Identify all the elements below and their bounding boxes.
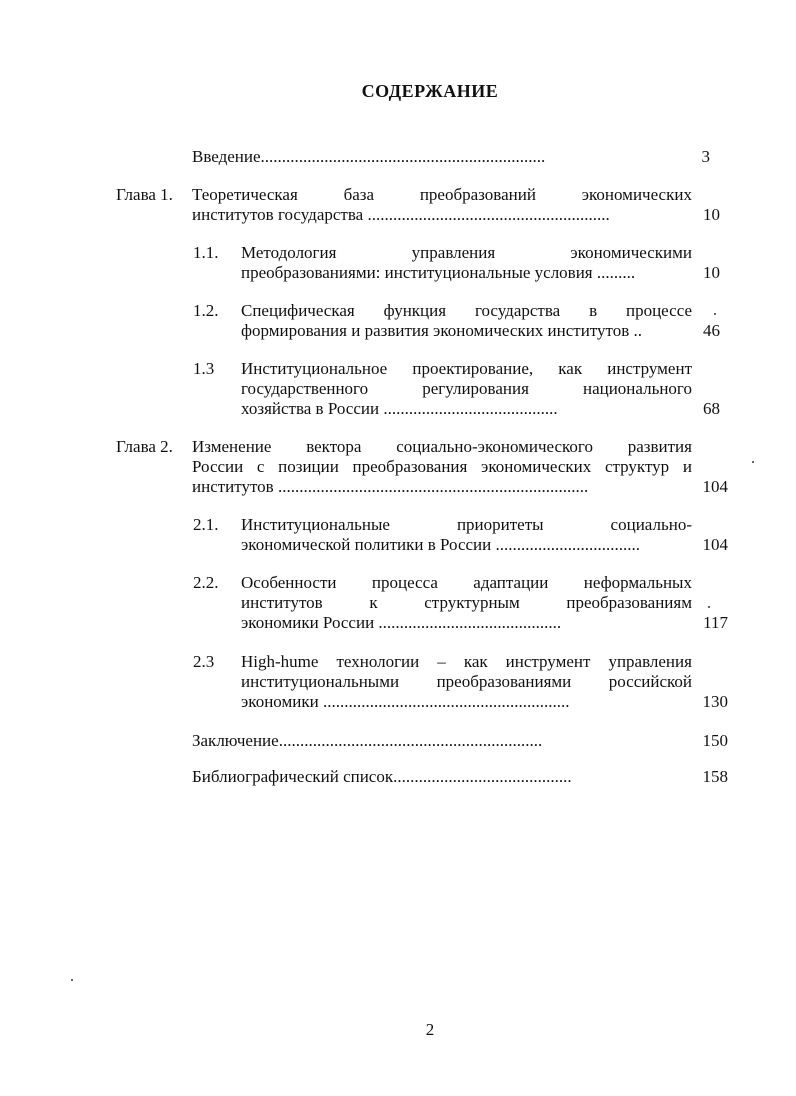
toc-word: социально- — [610, 515, 692, 534]
toc-word: Институциональные — [241, 515, 390, 534]
toc-word: инструмент — [505, 652, 591, 671]
toc-word: социально-экономического — [396, 437, 593, 456]
toc-entry-bibliography[interactable] — [192, 767, 677, 787]
toc-entry-chapter-1[interactable] — [192, 185, 692, 205]
toc-page-number: 46 — [703, 321, 720, 340]
toc-entry-text: хозяйства в России — [241, 399, 380, 418]
toc-line — [241, 535, 691, 555]
toc-leader-dots: ......... — [592, 263, 636, 282]
chapter-label: Глава 2. — [116, 437, 173, 456]
toc-word: национального — [582, 379, 692, 398]
toc-page-number: 104 — [702, 535, 728, 554]
toc-word: Специфическая — [241, 301, 355, 320]
section-number: 1.1. — [193, 243, 219, 262]
toc-entry-intro[interactable] — [192, 147, 688, 167]
toc-leader-dots: ......................................................................... — [273, 477, 589, 496]
toc-word: преобразованиями — [436, 672, 572, 691]
toc-word: преобразования — [352, 457, 468, 476]
toc-entry-section-2-3[interactable] — [241, 652, 692, 672]
toc-entry-section-1-2[interactable] — [241, 301, 692, 321]
toc-word: государства — [474, 301, 561, 320]
toc-entry-text: институтов — [192, 477, 274, 496]
toc-line — [241, 613, 691, 633]
toc-word: развития — [627, 437, 692, 456]
toc-word: приоритеты — [456, 515, 544, 534]
toc-entry-text: Библиографический список — [192, 767, 394, 786]
toc-word: процесса — [371, 573, 438, 592]
toc-word: адаптации — [473, 573, 549, 592]
toc-line — [241, 399, 681, 419]
toc-page-number: 68 — [703, 399, 720, 418]
toc-word: Методология — [241, 243, 337, 262]
page-title: СОДЕРЖАНИЕ — [361, 81, 499, 101]
toc-page-number: 158 — [702, 767, 728, 786]
toc-word: управления — [411, 243, 496, 262]
scan-speck — [708, 606, 710, 608]
toc-entry-text: Заключение — [192, 731, 279, 750]
toc-word: управления — [608, 652, 692, 671]
toc-page-number: 117 — [703, 613, 728, 632]
toc-line — [192, 457, 692, 477]
toc-line — [192, 205, 672, 225]
toc-leader-dots: ......................................... — [379, 399, 558, 418]
toc-line — [241, 263, 691, 283]
toc-word: проектирование, — [412, 359, 534, 378]
scan-speck — [71, 979, 73, 981]
toc-word: и — [682, 457, 692, 476]
toc-word: с — [256, 457, 265, 476]
scan-speck — [714, 313, 716, 315]
toc-line — [241, 379, 692, 399]
toc-entry-text: экономики — [241, 692, 319, 711]
toc-word: регулирования — [422, 379, 529, 398]
toc-word: экономических — [581, 185, 692, 204]
toc-page-number: 3 — [701, 147, 710, 166]
toc-entry-text: институтов государства — [192, 205, 364, 224]
toc-leader-dots: .......................................................... — [318, 692, 570, 711]
toc-entry-chapter-2[interactable] — [192, 437, 692, 457]
toc-word: технологии — [336, 652, 420, 671]
toc-word: преобразований — [419, 185, 536, 204]
toc-page-number: 130 — [702, 692, 728, 711]
toc-word: российской — [608, 672, 692, 691]
toc-page-number: 104 — [702, 477, 728, 496]
toc-word: институциональными — [241, 672, 400, 691]
section-number: 2.3 — [193, 652, 215, 671]
toc-word: позиции — [278, 457, 339, 476]
toc-entry-text: Введение — [192, 147, 261, 166]
toc-word: база — [343, 185, 375, 204]
toc-entry-text: экономической политики в России — [241, 535, 492, 554]
toc-word: инструмент — [607, 359, 692, 378]
toc-word: неформальных — [583, 573, 692, 592]
toc-word: экономическими — [570, 243, 692, 262]
toc-leader-dots: ........................................... — [374, 613, 562, 632]
toc-leader-dots: .. — [629, 321, 643, 340]
toc-page-number: 150 — [702, 731, 728, 750]
toc-leader-dots: .................................. — [491, 535, 640, 554]
toc-entry-section-1-1[interactable] — [241, 243, 692, 263]
toc-entry-section-2-2[interactable] — [241, 573, 692, 593]
toc-word: экономических — [481, 457, 592, 476]
toc-word: в — [589, 301, 598, 320]
toc-word: Особенности — [241, 573, 337, 592]
toc-word: к — [369, 593, 378, 612]
toc-word: институтов — [241, 593, 323, 612]
toc-entry-conclusion[interactable] — [192, 731, 687, 751]
toc-word: Изменение — [192, 437, 272, 456]
toc-line — [241, 672, 692, 692]
toc-leader-dots: .............................................................. — [278, 731, 543, 750]
toc-entry-section-1-3[interactable] — [241, 359, 692, 379]
toc-leader-dots: .......................................... — [393, 767, 572, 786]
toc-word: преобразованиям — [566, 593, 692, 612]
toc-line — [241, 321, 691, 341]
toc-word: как — [463, 652, 488, 671]
toc-leader-dots: ......................................................... — [363, 205, 610, 224]
toc-word: – — [437, 652, 446, 671]
page-number-footer: 2 — [425, 1020, 435, 1039]
toc-leader-dots: ................................................................... — [260, 147, 546, 166]
toc-page-number: 10 — [703, 263, 720, 282]
toc-page-number: 10 — [703, 205, 720, 224]
toc-word: процессе — [625, 301, 692, 320]
toc-entry-text: формирования и развития экономических институтов — [241, 321, 630, 340]
section-number: 2.2. — [193, 573, 219, 592]
toc-entry-text: экономики России — [241, 613, 375, 632]
toc-word: Теоретическая — [192, 185, 298, 204]
scan-speck — [752, 461, 754, 463]
toc-line — [241, 692, 691, 712]
toc-word: структур — [604, 457, 670, 476]
section-number: 1.2. — [193, 301, 219, 320]
toc-word: государственного — [241, 379, 369, 398]
toc-line — [241, 593, 692, 613]
section-number: 1.3 — [193, 359, 215, 378]
toc-word: Институциональное — [241, 359, 388, 378]
toc-word: структурным — [424, 593, 520, 612]
chapter-label: Глава 1. — [116, 185, 173, 204]
toc-entry-text: преобразованиями: институциональные условия — [241, 263, 593, 282]
section-number: 2.1. — [193, 515, 219, 534]
toc-word: High-hume — [241, 652, 319, 671]
toc-word: России — [192, 457, 244, 476]
toc-word: функция — [383, 301, 447, 320]
toc-word: вектора — [306, 437, 362, 456]
toc-entry-section-2-1[interactable] — [241, 515, 692, 535]
toc-word: как — [558, 359, 583, 378]
toc-line — [192, 477, 682, 497]
